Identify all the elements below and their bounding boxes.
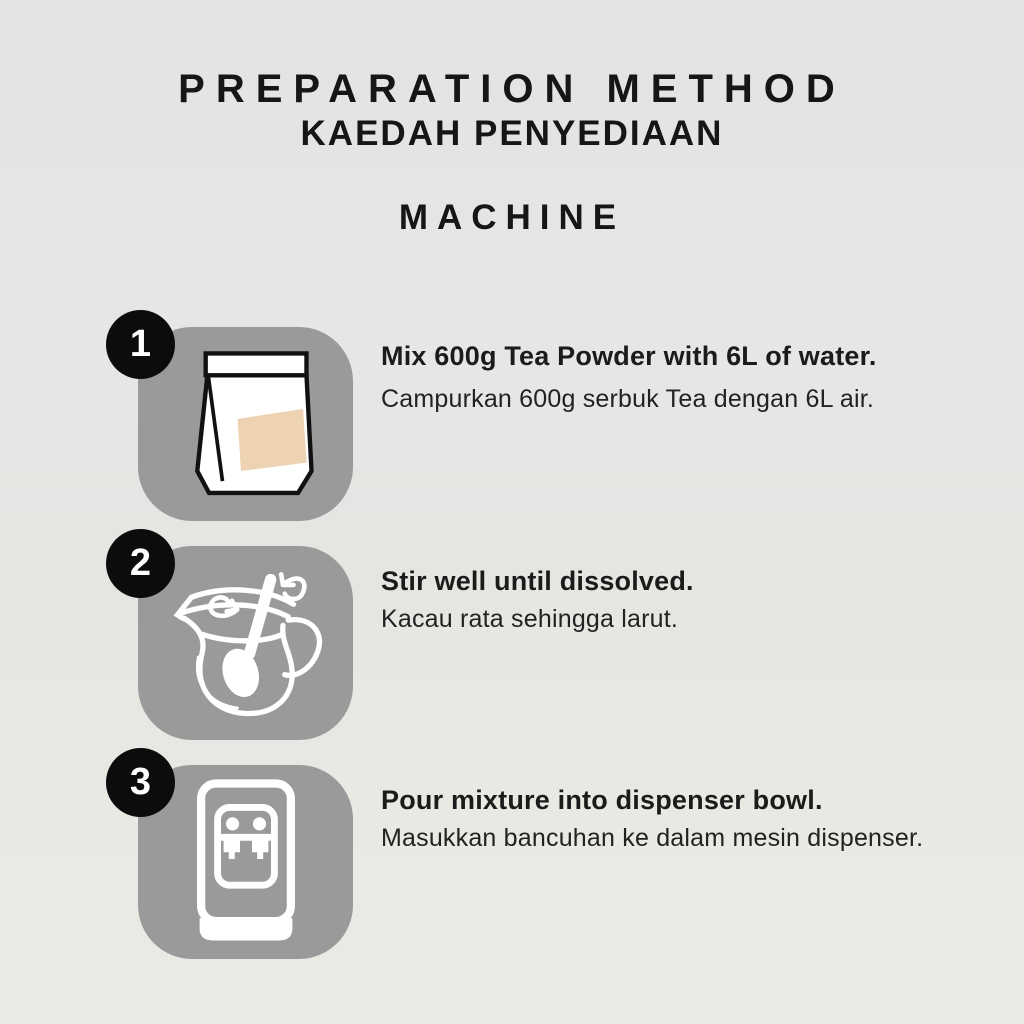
section-heading-machine: MACHINE xyxy=(398,197,626,237)
step-2-icon-block xyxy=(129,542,353,740)
dispenser-machine-icon xyxy=(171,776,321,948)
page-title: PREPARATION METHOD xyxy=(178,67,846,111)
step-1-title-en: Mix 600g Tea Powder with 6L of water. xyxy=(381,341,877,371)
step-2-number: 2 xyxy=(129,542,152,584)
step-3-number-badge xyxy=(106,748,175,817)
step-2-number-badge xyxy=(106,529,175,598)
step-1-row xyxy=(129,323,968,521)
step-3-row xyxy=(129,761,968,959)
step-3-icon-block xyxy=(129,761,353,959)
step-1-icon-block xyxy=(129,323,353,521)
step-1-number-badge xyxy=(106,310,175,379)
step-2-row xyxy=(129,542,968,740)
tea-powder-bag-icon xyxy=(153,340,339,508)
steps-list xyxy=(129,323,968,984)
step-1-number: 1 xyxy=(129,323,152,365)
jug-stir-icon xyxy=(158,555,334,731)
step-3-title-en: Pour mixture into dispenser bowl. xyxy=(381,785,823,815)
step-1-title-ms: Campurkan 600g serbuk Tea dengan 6L air. xyxy=(381,385,875,413)
page-subtitle: KAEDAH PENYEDIAAN xyxy=(300,114,724,153)
step-2-title-en: Stir well until dissolved. xyxy=(381,566,694,596)
step-1-text xyxy=(381,327,877,414)
step-3-number: 3 xyxy=(129,761,152,803)
step-3-title-ms: Masukkan bancuhan ke dalam mesin dispenser. xyxy=(381,824,924,852)
header xyxy=(0,66,1024,238)
step-2-title-ms: Kacau rata sehingga larut. xyxy=(381,605,679,633)
step-2-text xyxy=(381,546,694,634)
step-3-text xyxy=(381,765,923,853)
